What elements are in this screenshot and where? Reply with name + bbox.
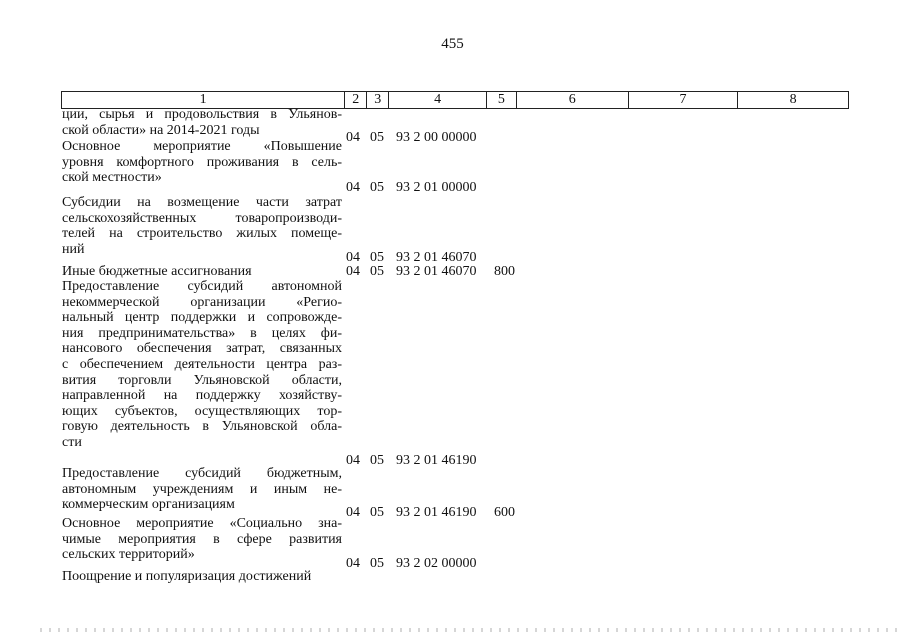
header-col-5: 5 xyxy=(487,92,517,108)
header-col-6: 6 xyxy=(517,92,629,108)
cell-c4: 93 2 00 00000 xyxy=(396,130,477,145)
description-line: Субсидии на возмещение части затрат xyxy=(62,195,342,210)
cell-c3: 05 xyxy=(370,556,384,571)
header-col-7: 7 xyxy=(629,92,739,108)
cell-c2: 04 xyxy=(346,264,360,279)
description-line: автономным учреждениям и иным не- xyxy=(62,481,342,497)
header-col-8: 8 xyxy=(789,92,797,107)
cell-c2: 04 xyxy=(346,556,360,571)
row-description xyxy=(62,516,342,563)
description-line: Иные бюджетные ассигнования xyxy=(62,264,252,279)
description-line: ющих субъектов, осуществляющих тор- xyxy=(62,403,342,419)
cell-c4: 93 2 01 46190 xyxy=(396,505,477,520)
description-line: вития торговли Ульяновской области, xyxy=(62,372,342,388)
description-line: нальный центр поддержки и сопровожде- xyxy=(62,310,342,326)
row-description xyxy=(62,139,342,186)
description-line: направленной на поддержку хозяйству- xyxy=(62,388,342,404)
description-line: ний xyxy=(62,241,85,257)
row-description xyxy=(62,569,342,585)
cell-c3: 05 xyxy=(370,130,384,145)
cell-c2: 04 xyxy=(346,250,360,265)
description-line: телей на строительство жилых помеще- xyxy=(62,226,342,242)
row-description xyxy=(62,264,342,280)
description-line: сельских территорий» xyxy=(62,547,195,563)
description-line: Предоставление субсидий бюджетным, xyxy=(62,466,342,481)
header-col-1: 1 xyxy=(62,92,345,108)
cell-c4: 93 2 01 46190 xyxy=(396,453,477,468)
cell-c3: 05 xyxy=(370,264,384,279)
description-line: сельскохозяйственных товаропроизводи- xyxy=(62,210,342,226)
cell-c3: 05 xyxy=(370,505,384,520)
header-col-3: 3 xyxy=(367,92,389,108)
description-line: ния предпринимательства» в целях фи- xyxy=(62,325,342,341)
description-line: с обеспечением деятельности центра раз- xyxy=(62,356,342,372)
page-number: 455 xyxy=(441,36,464,52)
scan-artifact-dots xyxy=(40,628,900,632)
row-description xyxy=(62,195,342,257)
cell-c4: 93 2 01 46070 xyxy=(396,250,477,265)
description-line: Основное мероприятие «Социально зна- xyxy=(62,516,342,531)
cell-c3: 05 xyxy=(370,453,384,468)
description-line: некоммерческой организации «Регио- xyxy=(62,294,342,310)
description-line: Предоставление субсидий автономной xyxy=(62,279,342,294)
description-line: Поощрение и популяризация достижений xyxy=(62,569,312,584)
header-col-4: 4 xyxy=(389,92,487,108)
description-line: говую деятельность в Ульяновской обла- xyxy=(62,419,342,435)
description-line: сти xyxy=(62,434,82,450)
cell-c3: 05 xyxy=(370,250,384,265)
cell-c4: 93 2 01 46070 xyxy=(396,264,477,279)
description-line: чимые мероприятия в сфере развития xyxy=(62,531,342,547)
description-line: коммерческим организациям xyxy=(62,497,235,513)
cell-c2: 04 xyxy=(346,505,360,520)
cell-c2: 04 xyxy=(346,180,360,195)
cell-c2: 04 xyxy=(346,130,360,145)
header-col-2: 2 xyxy=(345,92,367,108)
cell-c4: 93 2 01 00000 xyxy=(396,180,477,195)
row-description xyxy=(62,466,342,513)
cell-c5: 800 xyxy=(494,264,515,279)
cell-c3: 05 xyxy=(370,180,384,195)
description-line: уровня комфортного проживания в сель- xyxy=(62,154,342,170)
cell-c5: 600 xyxy=(494,505,515,520)
description-line: нансового обеспечения затрат, связанных xyxy=(62,341,342,357)
cell-c2: 04 xyxy=(346,453,360,468)
description-line: Основное мероприятие «Повышение xyxy=(62,139,342,154)
row-description xyxy=(62,279,342,451)
cell-c4: 93 2 02 00000 xyxy=(396,556,477,571)
description-line: ской местности» xyxy=(62,170,162,186)
description-line: ской области» на 2014-2021 годы xyxy=(62,122,260,138)
row-description xyxy=(62,107,342,138)
description-line: ции, сырья и продовольствия в Ульянов- xyxy=(62,107,342,122)
